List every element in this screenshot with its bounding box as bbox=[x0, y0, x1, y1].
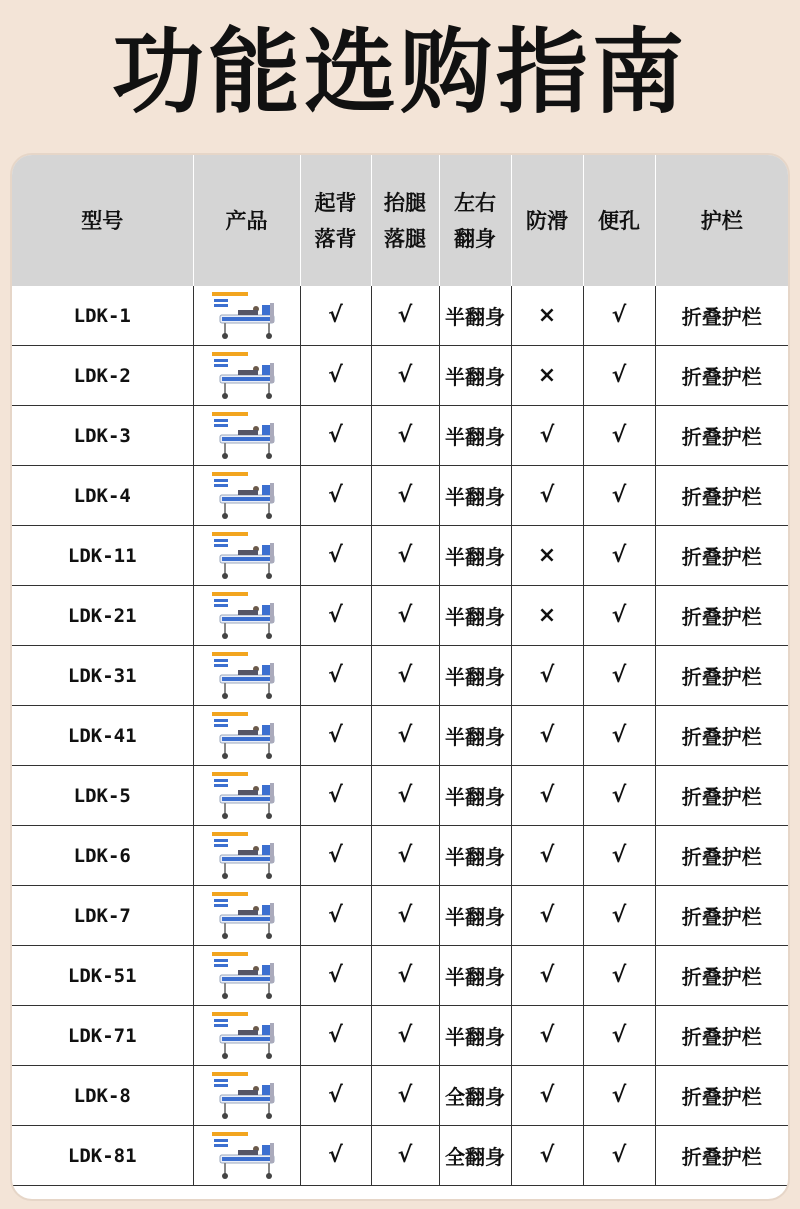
turn-cell: 半翻身 bbox=[439, 526, 511, 586]
product-cell bbox=[193, 826, 300, 886]
back-cell: √ bbox=[300, 946, 371, 1006]
antislip-cell: × bbox=[511, 586, 583, 646]
antislip-cell: √ bbox=[511, 466, 583, 526]
back-cell: √ bbox=[300, 706, 371, 766]
antislip-cell: √ bbox=[511, 406, 583, 466]
table-body bbox=[12, 286, 788, 1186]
rail-cell: 折叠护栏 bbox=[655, 286, 788, 346]
rail-cell: 折叠护栏 bbox=[655, 886, 788, 946]
leg-cell: √ bbox=[371, 1066, 439, 1126]
product-cell bbox=[193, 286, 300, 346]
hole-cell: √ bbox=[583, 646, 655, 706]
leg-cell: √ bbox=[371, 526, 439, 586]
bed-image bbox=[212, 291, 282, 341]
model-cell: LDK-21 bbox=[12, 586, 193, 646]
model-cell: LDK-71 bbox=[12, 1006, 193, 1066]
hole-cell: √ bbox=[583, 886, 655, 946]
leg-cell: √ bbox=[371, 346, 439, 406]
leg-cell: √ bbox=[371, 586, 439, 646]
leg-cell: √ bbox=[371, 646, 439, 706]
product-cell bbox=[193, 586, 300, 646]
back-cell: √ bbox=[300, 526, 371, 586]
leg-cell: √ bbox=[371, 826, 439, 886]
hole-cell: √ bbox=[583, 526, 655, 586]
bed-image bbox=[212, 471, 282, 521]
header-back: 起背 落背 bbox=[300, 155, 371, 286]
bed-image bbox=[212, 531, 282, 581]
antislip-cell: √ bbox=[511, 646, 583, 706]
turn-cell: 半翻身 bbox=[439, 946, 511, 1006]
header-hole: 便孔 bbox=[583, 155, 655, 286]
bed-image bbox=[212, 711, 282, 761]
bed-image bbox=[212, 651, 282, 701]
antislip-cell: √ bbox=[511, 1006, 583, 1066]
antislip-cell: √ bbox=[511, 1126, 583, 1186]
back-cell: √ bbox=[300, 1066, 371, 1126]
table-row bbox=[12, 1006, 788, 1066]
table-header-row bbox=[12, 155, 788, 286]
product-cell bbox=[193, 766, 300, 826]
hole-cell: √ bbox=[583, 1066, 655, 1126]
bed-image bbox=[212, 951, 282, 1001]
hole-cell: √ bbox=[583, 466, 655, 526]
table-row bbox=[12, 1066, 788, 1126]
back-cell: √ bbox=[300, 886, 371, 946]
back-cell: √ bbox=[300, 826, 371, 886]
table-row bbox=[12, 526, 788, 586]
model-cell: LDK-11 bbox=[12, 526, 193, 586]
comparison-table bbox=[12, 155, 788, 1186]
product-cell bbox=[193, 346, 300, 406]
table-row bbox=[12, 946, 788, 1006]
table-row bbox=[12, 1126, 788, 1186]
table-row bbox=[12, 406, 788, 466]
leg-cell: √ bbox=[371, 946, 439, 1006]
rail-cell: 折叠护栏 bbox=[655, 1126, 788, 1186]
rail-cell: 折叠护栏 bbox=[655, 706, 788, 766]
hole-cell: √ bbox=[583, 586, 655, 646]
antislip-cell: √ bbox=[511, 886, 583, 946]
turn-cell: 全翻身 bbox=[439, 1126, 511, 1186]
hole-cell: √ bbox=[583, 346, 655, 406]
bed-image bbox=[212, 351, 282, 401]
leg-cell: √ bbox=[371, 886, 439, 946]
rail-cell: 折叠护栏 bbox=[655, 526, 788, 586]
table-row bbox=[12, 886, 788, 946]
bed-image bbox=[212, 1071, 282, 1121]
model-cell: LDK-31 bbox=[12, 646, 193, 706]
table-row bbox=[12, 586, 788, 646]
back-cell: √ bbox=[300, 586, 371, 646]
header-turn: 左右 翻身 bbox=[439, 155, 511, 286]
model-cell: LDK-4 bbox=[12, 466, 193, 526]
hole-cell: √ bbox=[583, 286, 655, 346]
back-cell: √ bbox=[300, 466, 371, 526]
hole-cell: √ bbox=[583, 1126, 655, 1186]
rail-cell: 折叠护栏 bbox=[655, 466, 788, 526]
antislip-cell: × bbox=[511, 526, 583, 586]
back-cell: √ bbox=[300, 1126, 371, 1186]
header-antislip: 防滑 bbox=[511, 155, 583, 286]
turn-cell: 半翻身 bbox=[439, 586, 511, 646]
table-row bbox=[12, 706, 788, 766]
turn-cell: 半翻身 bbox=[439, 346, 511, 406]
model-cell: LDK-3 bbox=[12, 406, 193, 466]
page-title: 功能选购指南 bbox=[111, 19, 688, 126]
bed-image bbox=[212, 1131, 282, 1181]
product-cell bbox=[193, 946, 300, 1006]
turn-cell: 半翻身 bbox=[439, 766, 511, 826]
product-cell bbox=[193, 406, 300, 466]
model-cell: LDK-51 bbox=[12, 946, 193, 1006]
table-row bbox=[12, 646, 788, 706]
leg-cell: √ bbox=[371, 1126, 439, 1186]
hole-cell: √ bbox=[583, 766, 655, 826]
hole-cell: √ bbox=[583, 946, 655, 1006]
model-cell: LDK-8 bbox=[12, 1066, 193, 1126]
model-cell: LDK-5 bbox=[12, 766, 193, 826]
hole-cell: √ bbox=[583, 1006, 655, 1066]
turn-cell: 半翻身 bbox=[439, 706, 511, 766]
leg-cell: √ bbox=[371, 286, 439, 346]
turn-cell: 半翻身 bbox=[439, 886, 511, 946]
turn-cell: 半翻身 bbox=[439, 646, 511, 706]
back-cell: √ bbox=[300, 286, 371, 346]
rail-cell: 折叠护栏 bbox=[655, 946, 788, 1006]
model-cell: LDK-2 bbox=[12, 346, 193, 406]
table-row bbox=[12, 466, 788, 526]
back-cell: √ bbox=[300, 346, 371, 406]
antislip-cell: × bbox=[511, 286, 583, 346]
back-cell: √ bbox=[300, 646, 371, 706]
turn-cell: 半翻身 bbox=[439, 406, 511, 466]
turn-cell: 全翻身 bbox=[439, 1066, 511, 1126]
rail-cell: 折叠护栏 bbox=[655, 346, 788, 406]
table-row bbox=[12, 286, 788, 346]
hole-cell: √ bbox=[583, 706, 655, 766]
back-cell: √ bbox=[300, 406, 371, 466]
leg-cell: √ bbox=[371, 466, 439, 526]
model-cell: LDK-41 bbox=[12, 706, 193, 766]
turn-cell: 半翻身 bbox=[439, 286, 511, 346]
model-cell: LDK-6 bbox=[12, 826, 193, 886]
back-cell: √ bbox=[300, 766, 371, 826]
rail-cell: 折叠护栏 bbox=[655, 646, 788, 706]
rail-cell: 折叠护栏 bbox=[655, 766, 788, 826]
hole-cell: √ bbox=[583, 826, 655, 886]
product-cell bbox=[193, 1066, 300, 1126]
header-product: 产品 bbox=[193, 155, 300, 286]
model-cell: LDK-1 bbox=[12, 286, 193, 346]
bed-image bbox=[212, 891, 282, 941]
model-cell: LDK-81 bbox=[12, 1126, 193, 1186]
product-cell bbox=[193, 886, 300, 946]
rail-cell: 折叠护栏 bbox=[655, 826, 788, 886]
table-row bbox=[12, 826, 788, 886]
rail-cell: 折叠护栏 bbox=[655, 406, 788, 466]
product-cell bbox=[193, 466, 300, 526]
leg-cell: √ bbox=[371, 406, 439, 466]
hole-cell: √ bbox=[583, 406, 655, 466]
turn-cell: 半翻身 bbox=[439, 1006, 511, 1066]
leg-cell: √ bbox=[371, 706, 439, 766]
product-cell bbox=[193, 1126, 300, 1186]
header-model: 型号 bbox=[12, 155, 193, 286]
back-cell: √ bbox=[300, 1006, 371, 1066]
product-cell bbox=[193, 526, 300, 586]
bed-image bbox=[212, 591, 282, 641]
header-rail: 护栏 bbox=[655, 155, 788, 286]
bed-image bbox=[212, 1011, 282, 1061]
bed-image bbox=[212, 831, 282, 881]
table-row bbox=[12, 346, 788, 406]
leg-cell: √ bbox=[371, 766, 439, 826]
turn-cell: 半翻身 bbox=[439, 826, 511, 886]
bed-image bbox=[212, 411, 282, 461]
comparison-card bbox=[12, 155, 788, 1199]
antislip-cell: √ bbox=[511, 766, 583, 826]
antislip-cell: √ bbox=[511, 826, 583, 886]
model-cell: LDK-7 bbox=[12, 886, 193, 946]
rail-cell: 折叠护栏 bbox=[655, 1066, 788, 1126]
antislip-cell: √ bbox=[511, 1066, 583, 1126]
turn-cell: 半翻身 bbox=[439, 466, 511, 526]
table-row bbox=[12, 766, 788, 826]
product-cell bbox=[193, 646, 300, 706]
product-cell bbox=[193, 1006, 300, 1066]
rail-cell: 折叠护栏 bbox=[655, 1006, 788, 1066]
antislip-cell: √ bbox=[511, 706, 583, 766]
antislip-cell: × bbox=[511, 346, 583, 406]
rail-cell: 折叠护栏 bbox=[655, 586, 788, 646]
header-leg: 抬腿 落腿 bbox=[371, 155, 439, 286]
antislip-cell: √ bbox=[511, 946, 583, 1006]
leg-cell: √ bbox=[371, 1006, 439, 1066]
bed-image bbox=[212, 771, 282, 821]
product-cell bbox=[193, 706, 300, 766]
